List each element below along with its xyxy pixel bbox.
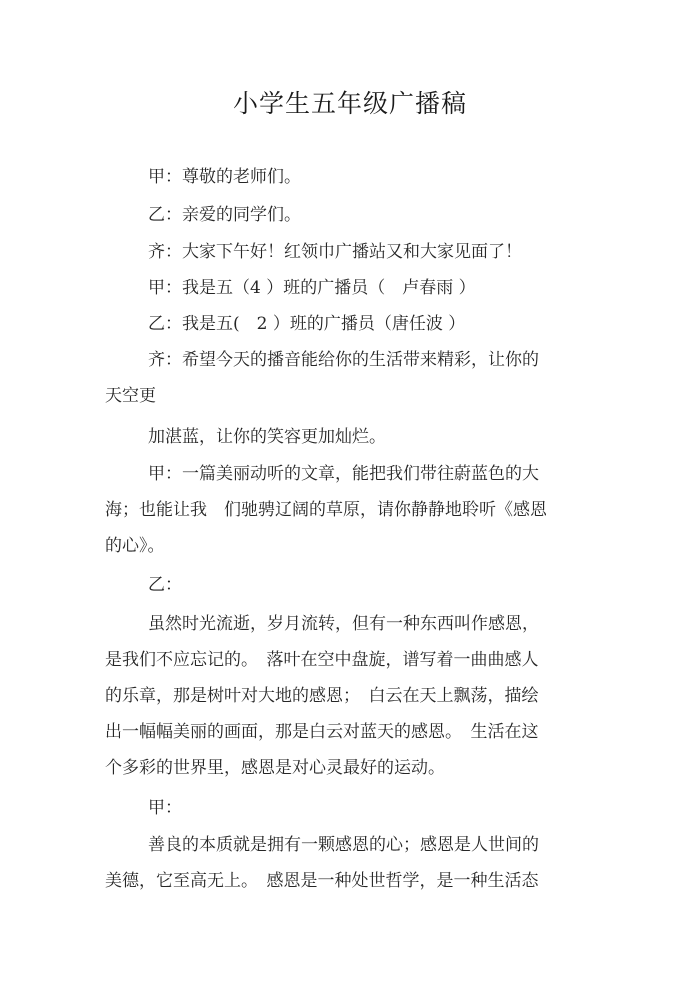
text-line: 甲：尊敬的老师们。 [148,167,301,187]
text-line: 加湛蓝，让你的笑容更加灿烂。 [148,427,386,447]
text-line: 甲： [148,798,182,818]
text-line: 美德，它至高无上。 感恩是一种处世哲学，是一种生活态 [105,871,539,891]
text-line: 乙： [148,575,182,595]
text-line: 的乐章，那是树叶对大地的感恩； 白云在天上飘荡，描绘 [105,686,539,706]
text-line: 乙：我是五( 2 ）班的广播员（唐任波 ） [148,314,466,334]
text-line: 甲：我是五（4 ）班的广播员（ 卢春雨 ） [148,278,476,298]
text-line: 甲：一篇美丽动听的文章，能把我们带往蔚蓝色的大 [148,464,539,484]
text-line: 出一幅幅美丽的画面，那是白云对蓝天的感恩。 生活在这 [105,722,539,742]
text-line: 虽然时光流逝，岁月流转，但有一种东西叫作感恩， [148,614,539,634]
text-line: 海；也能让我 们驰骋辽阔的草原，请你静静地聆听《感恩 [105,500,547,520]
text-line: 乙：亲爱的同学们。 [148,205,301,225]
text-line: 齐：希望今天的播音能给你的生活带来精彩，让你的 [148,350,539,370]
text-line: 天空更 [105,386,156,406]
text-line: 是我们不应忘记的。 落叶在空中盘旋，谱写着一曲曲感人 [105,650,539,670]
text-line: 齐：大家下午好！红领巾广播站又和大家见面了！ [148,242,522,262]
document-title: 小学生五年级广播稿 [232,89,467,118]
text-line: 的心》。 [105,536,165,556]
text-line: 善良的本质就是拥有一颗感恩的心；感恩是人世间的 [148,835,539,855]
text-line: 个多彩的世界里，感恩是对心灵最好的运动。 [105,758,445,778]
